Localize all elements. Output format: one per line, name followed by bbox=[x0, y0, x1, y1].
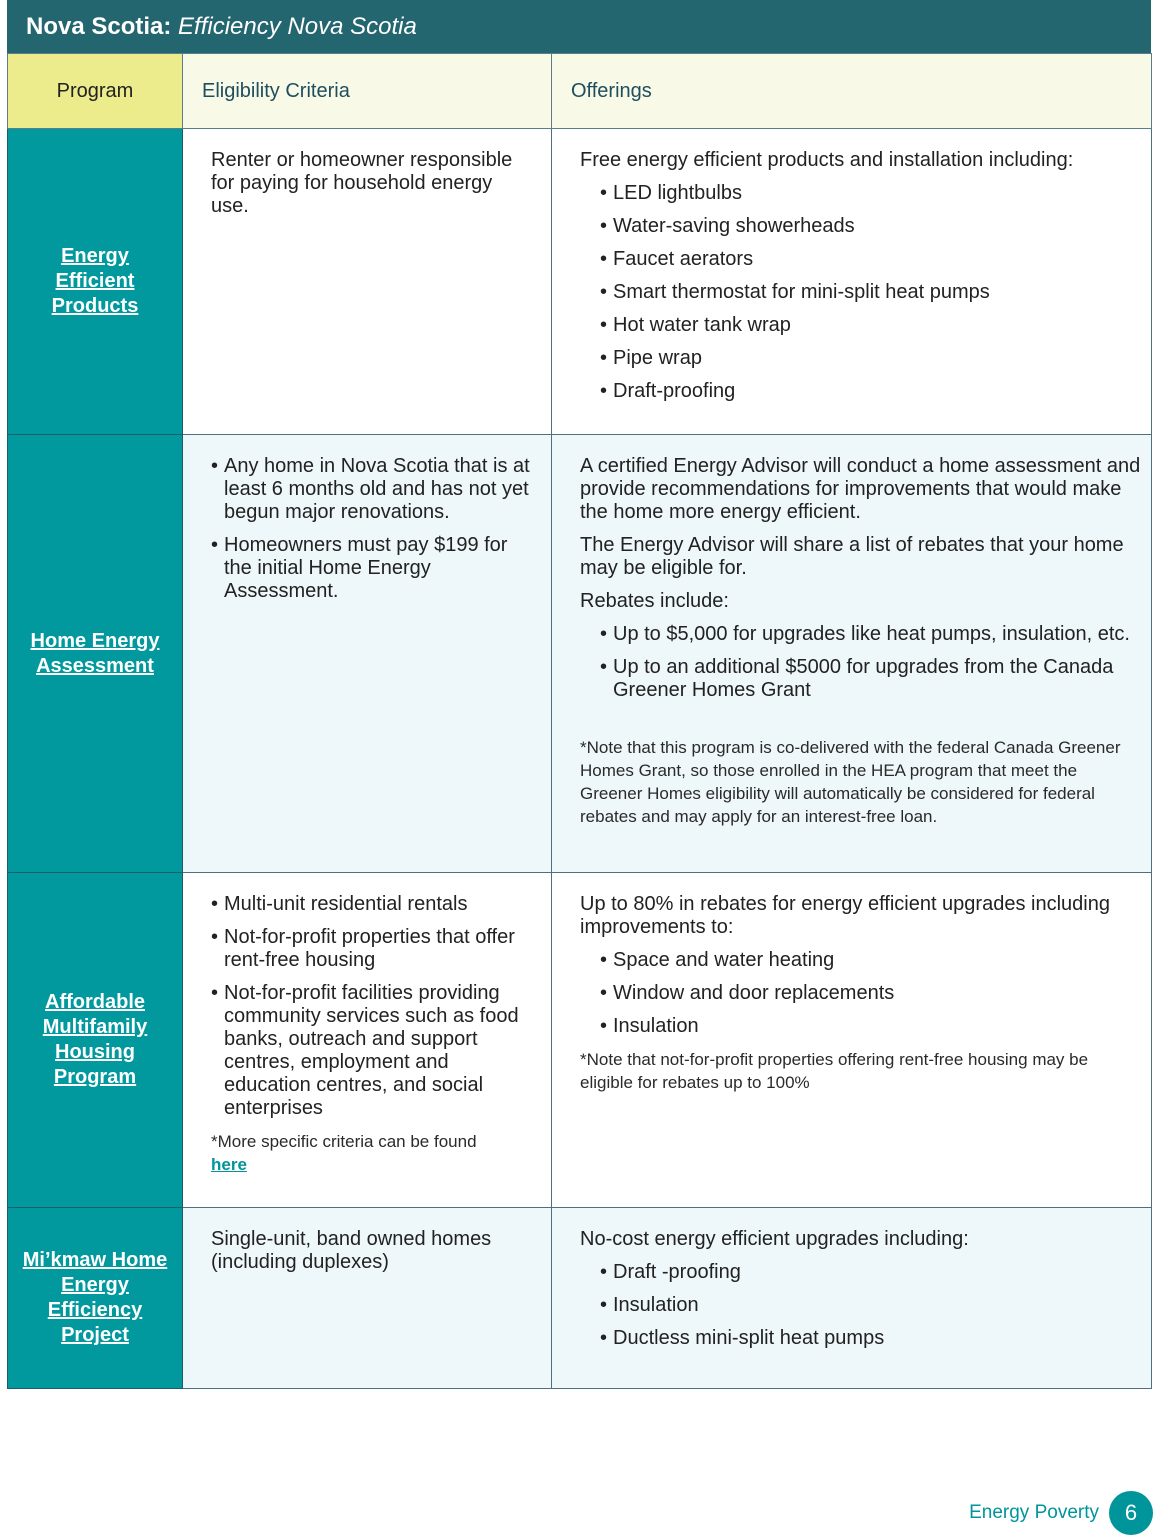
list-item: • Up to an additional $5000 for upgrades from the Canada Greener Homes Grant bbox=[600, 656, 1141, 702]
column-header-program: Program bbox=[8, 54, 183, 129]
list-item: • Pipe wrap bbox=[600, 347, 1141, 370]
eligibility-note-text: *More specific criteria can be found bbox=[211, 1132, 477, 1151]
list-item: • Insulation bbox=[600, 1294, 1141, 1317]
column-header-offerings: Offerings bbox=[552, 54, 1152, 129]
list-item: • Not-for-profit facilities providing community services such as food banks, outreach and support centres, employment and education centres, and social enterprises bbox=[211, 982, 533, 1120]
offerings-paragraph: The Energy Advisor will share a list of rebates that your home may be eligible for. bbox=[580, 534, 1124, 579]
footer-section-label: Energy Poverty bbox=[969, 1502, 1099, 1523]
page-number-badge: 6 bbox=[1109, 1491, 1153, 1535]
list-item: • Water-saving showerheads bbox=[600, 215, 1141, 238]
offerings-list bbox=[600, 182, 1141, 403]
list-item: • Hot water tank wrap bbox=[600, 314, 1141, 337]
program-cell bbox=[8, 1208, 183, 1389]
offerings-intro: No-cost energy efficient upgrades including: bbox=[580, 1228, 969, 1250]
offerings-list bbox=[600, 949, 1141, 1038]
program-cell bbox=[8, 873, 183, 1208]
page-title bbox=[7, 0, 1151, 53]
table-row bbox=[8, 873, 1152, 1208]
title-province: Nova Scotia: bbox=[26, 13, 172, 40]
list-item: • Window and door replacements bbox=[600, 982, 1141, 1005]
eligibility-text: Single-unit, band owned homes (including duplexes) bbox=[211, 1228, 492, 1273]
program-link-affordable-multifamily-housing[interactable]: Affordable Multifamily Housing Program bbox=[42, 991, 148, 1088]
list-item: • Draft -proofing bbox=[600, 1261, 1141, 1284]
programs-table bbox=[7, 53, 1152, 1389]
offerings-intro: Free energy efficient products and installation including: bbox=[580, 149, 1074, 171]
eligibility-cell bbox=[183, 1208, 552, 1389]
rebates-list bbox=[600, 623, 1141, 702]
offerings-note: *Note that not-for-profit properties offering rent-free housing may be eligible for rebates up to 100% bbox=[580, 1050, 1089, 1092]
offerings-cell bbox=[552, 873, 1152, 1208]
offerings-cell bbox=[552, 1208, 1152, 1389]
column-header-eligibility: Eligibility Criteria bbox=[183, 54, 552, 129]
title-agency: Efficiency Nova Scotia bbox=[178, 13, 417, 40]
table-row bbox=[8, 435, 1152, 873]
eligibility-text: Renter or homeowner responsible for paying for household energy use. bbox=[211, 149, 513, 217]
offerings-paragraph: Rebates include: bbox=[580, 590, 729, 612]
eligibility-list bbox=[211, 455, 533, 603]
list-item: • Homeowners must pay $199 for the initial Home Energy Assessment. bbox=[211, 534, 533, 603]
list-item: • Any home in Nova Scotia that is at least 6 months old and has not yet begun major renovations. bbox=[211, 455, 533, 524]
eligibility-list bbox=[211, 893, 533, 1120]
offerings-cell bbox=[552, 435, 1152, 873]
list-item: • Smart thermostat for mini-split heat pumps bbox=[600, 281, 1141, 304]
table-row bbox=[8, 129, 1152, 435]
list-item: • Not-for-profit properties that offer rent-free housing bbox=[211, 926, 533, 972]
offerings-list bbox=[600, 1261, 1141, 1350]
table-row bbox=[8, 1208, 1152, 1389]
list-item: • Faucet aerators bbox=[600, 248, 1141, 271]
list-item: • Up to $5,000 for upgrades like heat pumps, insulation, etc. bbox=[600, 623, 1141, 646]
offerings-paragraph: A certified Energy Advisor will conduct a home assessment and provide recommendations for improvements that would make the home more energy efficient. bbox=[580, 455, 1141, 523]
program-cell bbox=[8, 129, 183, 435]
program-link-home-energy-assessment[interactable]: Home Energy Assessment bbox=[30, 629, 160, 677]
eligibility-cell bbox=[183, 873, 552, 1208]
list-item: • Space and water heating bbox=[600, 949, 1141, 972]
list-item: • Draft-proofing bbox=[600, 380, 1141, 403]
table-header-row bbox=[8, 54, 1152, 129]
list-item: • Ductless mini-split heat pumps bbox=[600, 1327, 1141, 1350]
list-item: • Insulation bbox=[600, 1015, 1141, 1038]
program-cell bbox=[8, 435, 183, 873]
list-item: • Multi-unit residential rentals bbox=[211, 893, 533, 916]
offerings-cell bbox=[552, 129, 1152, 435]
eligibility-cell bbox=[183, 129, 552, 435]
list-item: • LED lightbulbs bbox=[600, 182, 1141, 205]
program-link-mikmaw-home-energy-efficiency[interactable]: Mi’kmaw Home Energy Efficiency Project bbox=[22, 1249, 168, 1346]
program-link-energy-efficient-products[interactable]: Energy Efficient Products bbox=[51, 245, 139, 317]
eligibility-note bbox=[211, 1130, 533, 1176]
offerings-intro: Up to 80% in rebates for energy efficient upgrades including improvements to: bbox=[580, 893, 1110, 938]
offerings-note: *Note that this program is co-delivered with the federal Canada Greener Homes Grant, so those enrolled in the HEA program that meet the Greener Homes eligibility will automatically be considered for federal rebates and may apply for an interest-free loan. bbox=[580, 738, 1121, 826]
eligibility-cell bbox=[183, 435, 552, 873]
page-footer bbox=[969, 1490, 1153, 1536]
criteria-here-link[interactable]: here bbox=[211, 1155, 247, 1174]
